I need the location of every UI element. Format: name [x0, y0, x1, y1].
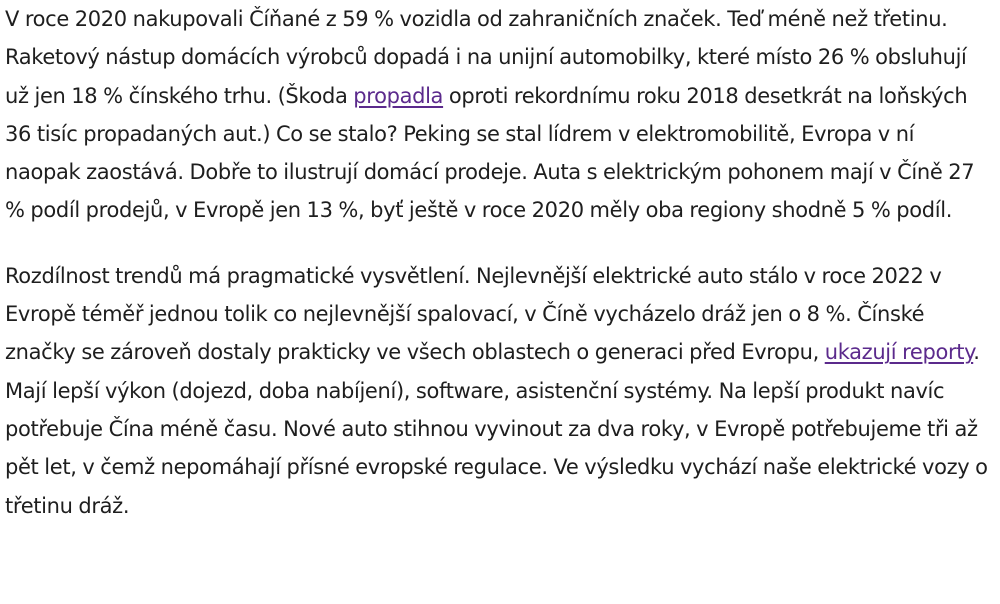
paragraph-2-text-start: Rozdílnost trendů má pragmatické vysvětlení. Nejlevnější elektrické auto stálo v roce 2022 v Evropě téměř jednou tolik co nejlevnější spalovací, v Číně vycházelo dráž jen o 8 %. Čínské značky se zároveň dostaly prakticky ve všech oblastech o generaci před Evropu, — [5, 263, 942, 365]
paragraph-1-text-end: oproti rekordnímu roku 2018 desetkrát na loňských 36 tisíc propadaných aut.) Co se stalo? Peking se stal lídrem v elektromobilitě, Evropa v ní naopak zaostává. Dobře to ilustrují domácí prodeje. Auta s elektrickým pohonem mají v Číně 27 % podíl prodejů, v Evropě jen 13 %, byť ještě v roce 2020 měly oba regiony shodně 5 % podíl. — [5, 83, 975, 223]
paragraph-1 — [5, 0, 995, 230]
article-body — [5, 0, 995, 525]
link-ukazuji-reporty[interactable]: ukazují reporty — [824, 340, 974, 365]
paragraph-1-text-start: V roce 2020 nakupovali Číňané z 59 % vozidla od zahraničních značek. Teď méně než třetinu. Raketový nástup domácích výrobců dopadá i na unijní automobilky, které místo 26 % obsluhují už jen 18 % čínského trhu. (Škoda — [5, 7, 967, 108]
paragraph-2-text-end: . Mají lepší výkon (dojezd, doba nabíjení), software, asistenční systémy. Na lepší produkt navíc potřebuje Čína méně času. Nové auto stihnou vyvinout za dva roky, v Evropě potřebujeme tři až pět let, v čemž nepomáhají přísné evropské regulace. Ve výsledku vychází naše elektrické vozy o třetinu dráž. — [5, 340, 988, 518]
paragraph-2 — [5, 257, 995, 525]
link-propadla[interactable]: propadla — [353, 83, 444, 108]
